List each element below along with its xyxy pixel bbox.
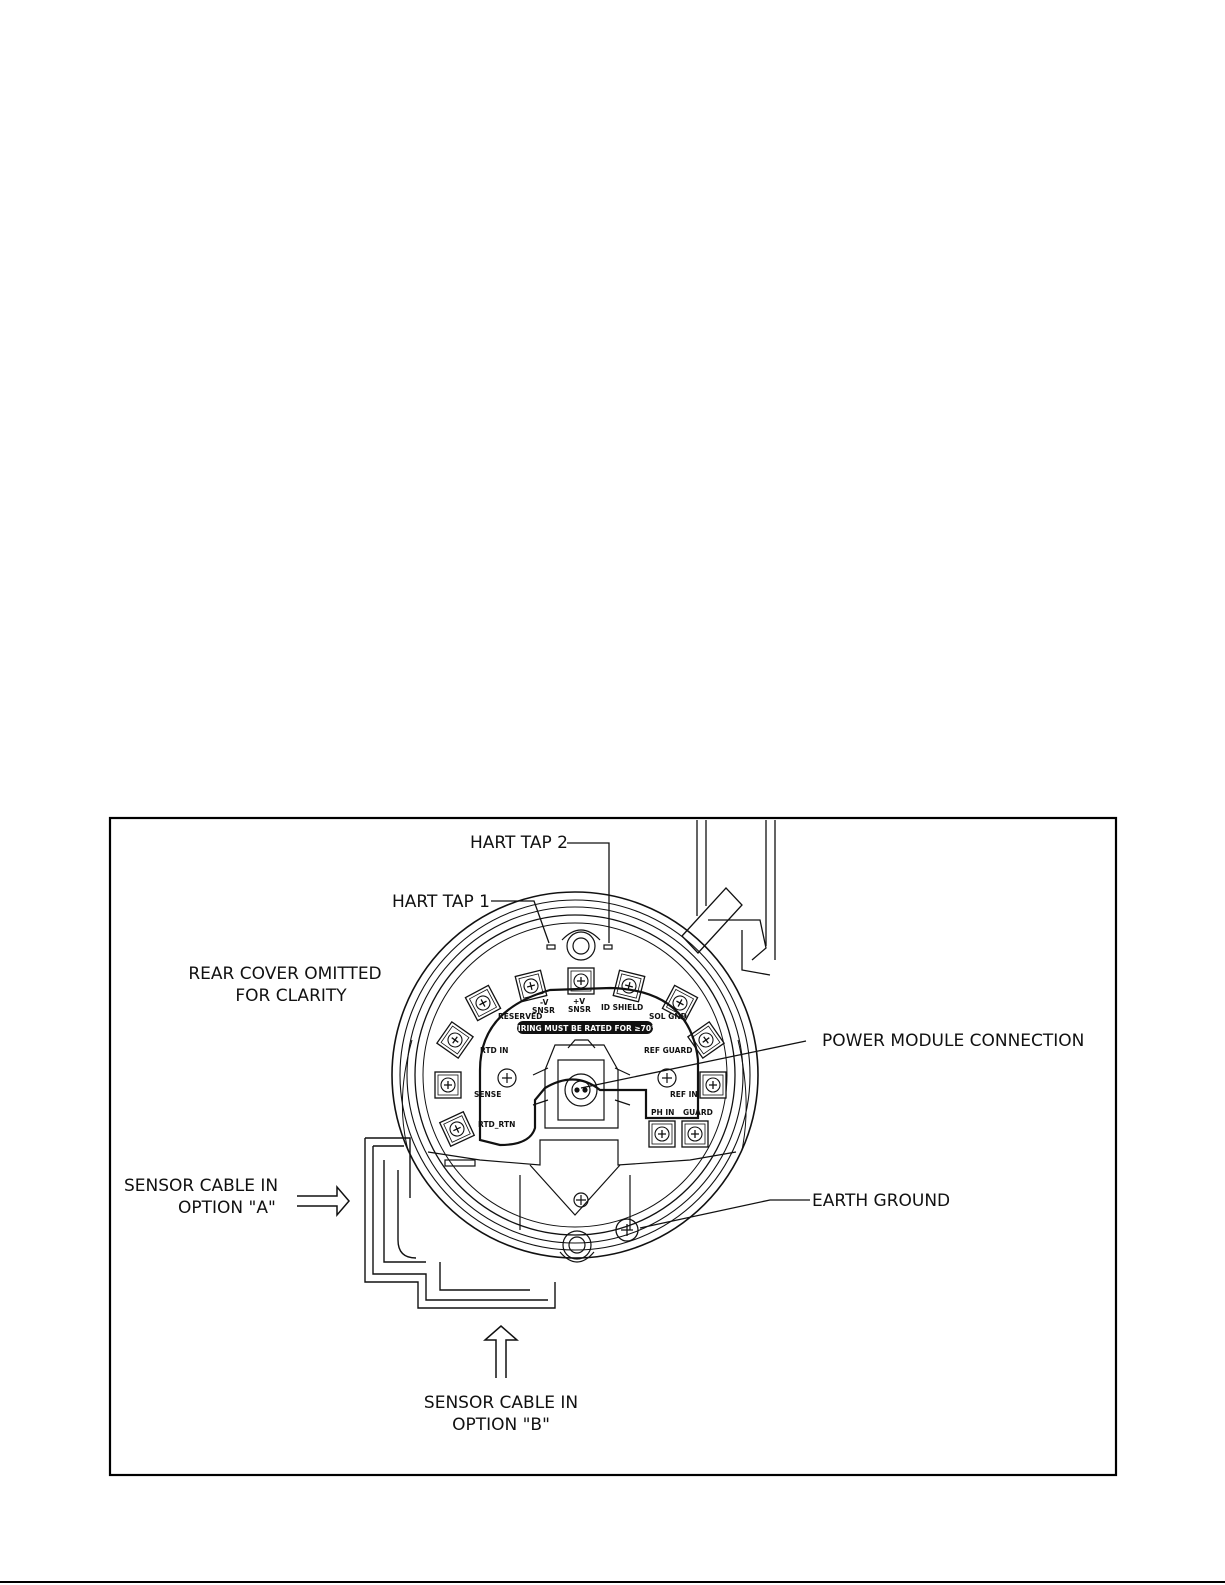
callout-sensor-b-line1: SENSOR CABLE IN — [423, 1393, 579, 1413]
label-guard: GUARD — [683, 1108, 713, 1117]
leader-lines — [491, 843, 810, 1228]
callout-rear-cover-line2: FOR CLARITY — [235, 986, 347, 1006]
label-reserved: RESERVED — [498, 1012, 543, 1021]
terminal-screw-icon — [465, 985, 500, 1020]
terminal-screw-icon — [435, 1072, 461, 1098]
terminal-screw-icon — [437, 1022, 473, 1058]
leader-hart-tap-1 — [491, 901, 549, 943]
leader-earth-ground — [640, 1200, 810, 1228]
label-ref-guard: REF GUARD — [644, 1046, 693, 1055]
callout-sensor-b-line2: OPTION "B" — [452, 1415, 550, 1435]
callout-power-module: POWER MODULE CONNECTION — [822, 1031, 1085, 1051]
label-rtd-rtn: RTD_RTN — [478, 1120, 516, 1129]
terminal-labels — [474, 997, 713, 1129]
terminal-screw-icon — [682, 1121, 708, 1147]
terminal-screw-icon — [613, 970, 645, 1002]
callout-earth-ground: EARTH GROUND — [812, 1191, 951, 1211]
label-id-shield: ID SHIELD — [601, 1003, 644, 1012]
label-rtd-in: RTD IN — [480, 1046, 509, 1055]
ground-screw-icon — [616, 1219, 638, 1241]
label-v-snsr-1-top: -V — [540, 998, 549, 1007]
callout-sensor-a-line1: SENSOR CABLE IN — [124, 1176, 279, 1196]
label-ref-in: REF IN — [670, 1090, 698, 1099]
label-v-snsr-2-bottom: SNSR — [568, 1005, 591, 1014]
antenna-housing — [682, 820, 775, 975]
callout-hart-tap-2: HART TAP 2 — [470, 833, 568, 853]
power-module-socket — [533, 1040, 630, 1128]
label-v-snsr-1-bottom: SNSR — [532, 1006, 555, 1015]
label-sense: SENSE — [474, 1090, 502, 1099]
page-bottom-rule — [0, 1581, 1225, 1583]
arrow-up-icon — [485, 1326, 517, 1378]
callout-rear-cover-line1: REAR COVER OMITTED — [188, 964, 382, 984]
label-ph-in: PH IN — [651, 1108, 675, 1117]
terminal-screw-icon — [700, 1072, 726, 1098]
wiring-warning-text: WIRING MUST BE RATED FOR ≥70°C — [509, 1024, 661, 1033]
label-sol-gnd: SOL GND — [649, 1012, 687, 1021]
terminal-screw-icon — [649, 1121, 675, 1147]
callout-sensor-a-line2: OPTION "A" — [178, 1198, 276, 1218]
hart-tap-markers — [547, 945, 612, 949]
figure-frame — [110, 818, 1116, 1475]
terminal-screw-icon — [440, 1112, 475, 1147]
label-v-snsr-2-top: +V — [573, 997, 586, 1006]
arrow-right-icon — [297, 1187, 349, 1215]
callout-hart-tap-1: HART TAP 1 — [392, 892, 490, 912]
